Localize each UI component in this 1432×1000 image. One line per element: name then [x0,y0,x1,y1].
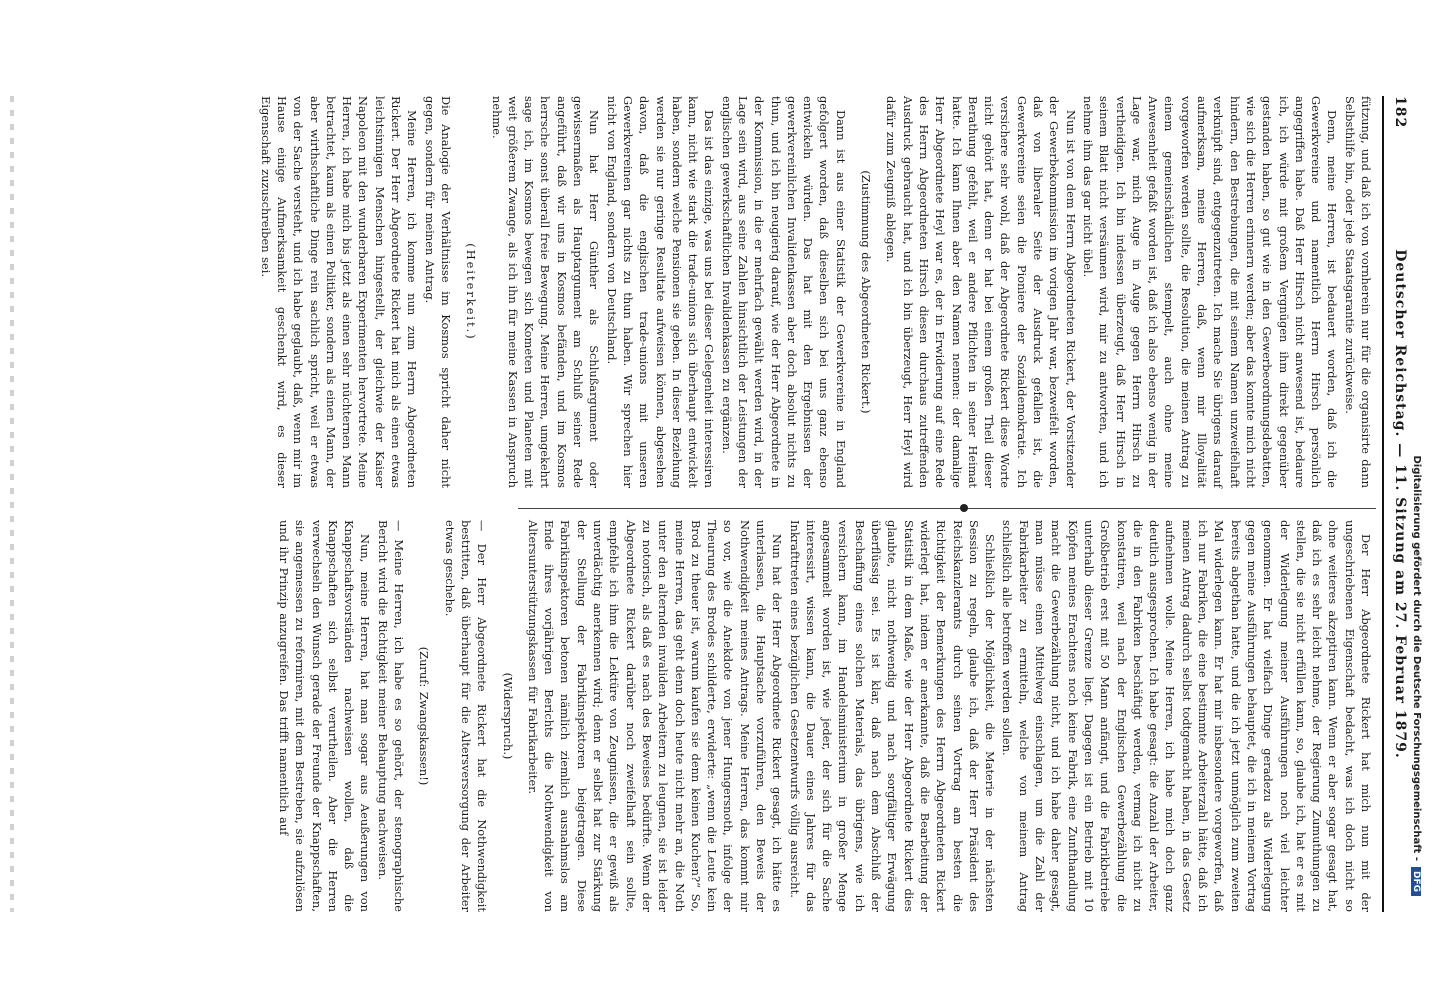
left-paragraphs-3 [257,96,454,488]
paragraph: Das ist das einzige, was uns bei dieser Gelegenheit interessiren kann, nicht wie stark die trade-unions sich überhaupt entwickelt haben, sondern welche Pensionen sie geben. In dieser Beziehung werden sie nur geringe Resultate aufweisen können, abgesehen davon, daß die englischen trade-unions mit unseren Gewerkvereinen gar nichts zu thun haben. Wir sprechen hier nicht von England, sondern von Deutschland. [604,96,717,488]
paragraph: Der Herr Abgeordnete Rickert hat mich nun mit der ungeschriebenen Eigenschaft bedacht, was ich doch nicht so ohne weiteres akzeptiren kann. Wenn er aber sogar gesagt hat, daß ich es sehr leicht nehme, der Regierung Zumuthungen zu stellen, die sie nicht erfüllen kann, so, glaube ich, hat er es mit der Widerlegung meiner Ausführungen noch viel leichter genommen. Er hat vielfach Dinge geradezu als Widerlegung gegen meine Ausführungen behauptet, die ich in meinem Vortrag bereits abgethan hatte, und die ich jetzt unmöglich zum zweiten Mal widerlegen kann. Er hat mir insbesondere vorgeworfen, daß ich nur Fabriken, die eine bestimmte Arbeiterzahl hätte, daß ich meinen Antrag dadurch selbst todtgemacht haben, in das Gesetz aufnehmen wolle. Meine Herren, ich habe mich doch ganz deutlich ausgesprochen. Ich habe gesagt: die Anzahl der Arbeiter, die in den Fabriken beschäftigt werden, vermag ich nicht zu konstatiren, weil nach der Englischen Gewerbezählung die Großbetrieb erst mit 50 Mann anfängt, und die Fabrikbetriebe unterhalb dieser Grenze liegt. Dagegen ist ein Betrieb mit 10 Köpfen meines Erachtens noch keine Fabrik, eine Zunfthandlung macht die Gewerbezählung nicht, und ich habe daher gesagt, man müsse einen Mittelweg einschlagen, um die Zahl der Fabrikarbeiter zu ermitteln, welche von meinem Antrag schließlich alle betroffen werden sollen. [1000,520,1373,912]
scan-artifact [10,96,14,912]
divider-ornament [960,504,968,512]
left-paragraphs-1 [883,96,1374,488]
interjection: (Heiterkeit.) [464,243,479,341]
paragraph: Nun hat der Herr Abgeordnete Rickert gesagt, ich hätte es unterlassen, die Hauptsache vorzuführen, den Beweis der Nothwendigkeit meines Antrags. Meine Herren, das kommt mir so vor, wie die Anekdote von jener Hungersnoth, infolge der Theurung des Brodes schilderte, erwiderte: „wenn die Leute kein Brod zu theuer ist, warum kaufen sie denn keinen Kuchen?“ So, meine Herren, das geht denn doch heute nicht mehr an, die Noth unter den alternden invaliden Arbeitern zu leugnen, sie ist leider zu notorisch, als daß es nach des Beweises bedürfte. Wenn der Abgeordnete Rickert darüber noch zweifelhaft sein sollte, empfehle ich ihm die Lektüre von Zeugnissen, die er gewiß als unverdächtig anerkennen wird; denn er selbst hat zur Stärkung der Stellung der Fabrikinspektoren beigetragen. Diese Fabrikinspektoren betonen nämlich ziemlich ausnahmslos am Ende ihres vorjährigen Berichts die Nothwendigkeit von Altersunterstützungskassen für Fabrikarbeiter. [525,520,785,912]
paragraph: Dann ist aus einer Statistik der Gewerkvereine in England gefolgert worden, daß dieselben sich bei uns ganz ebenso entwickeln würden. Das hat mit den Ergebnissen der gewerkvereinlichen Invalidenkassen aber doch absolut nichts zu thun, und ich bin neugierig darauf, wie der Herr Abgeordnete in der Kommission, in die er mehrfach gewählt werden wird, in der Lage sein wird, aus seine Zahlen hinsichtlich der Leistungen der englischen gewerkschaftlichen Invalidenkassen zu ergänzen. [719,96,848,488]
paragraph: — Meine Herren, ich habe es so gehört, der stenographische Bericht wird die Richtigkeit meiner Behauptung nachweisen. [375,520,407,912]
paragraph: Denn, meine Herren, ist bedauert worden, daß ich die Gewerkvereine und namentlich Herrn Hirsch persönlich angegriffen habe. Daß Herr Hirsch nicht anwesend ist, bedaure ich, ich würde mit großem Vergnügen ihm direkt gegenüber gestanden haben, so gut wie in den Gewerbeordnungsdebatten, wie sich die Herren erinnern werden; aber das konnte mich nicht hindern, den Bestrebungen, die mit seinem Namen unzweifelhaft verknüpft sind, entgegenzutreten. Ich mache Sie übrigens darauf aufmerksam, meine Herren, daß, wenn mir Illoyalität vorgeworfen werden sollte, die Resolution, die meinen Antrag zu einem gemeinschädlichen stempelt, auch ohne meine Anwesenheit gefaßt worden ist, daß ich also ebenso wenig in der Lage war, mich Auge in Auge gegen Herrn Hirsch zu vertheidigen. Ich bin indessen überzeugt, daß Herr Hirsch in seinem Blatt nicht versäumen wird, mir zu antworten, und ich nehme ihm das gar nicht übel. [1080,96,1340,488]
left-column [256,96,1374,488]
paragraph: Nun hat Herr Günther als Schlußargument oder gewissermaßen als Hauptargument am Schluß seiner Rede angeführt, daß wir uns in Kosmos befänden, und im Kosmos herrsche sonst überall freie Bewegung. Meine Herren, umgekehrt sage ich, im Kosmos bewegen sich Kometen und Planeten mit weit größerem Zwange, als ich ihn für meine Kassen in Anspruch nehme. [489,96,602,488]
page-number: 182 [1392,96,1408,129]
paragraph: Die Analogie der Verhältnisse im Kosmos spricht daher nicht gegen, sondern für meinen Antrag. [422,96,453,488]
header-rule [1382,96,1384,912]
right-paragraphs-3 [276,520,407,912]
interjection: (Widerspruch.) [500,672,515,760]
digitization-credit: Digitalisierung gefördert durch die Deutsche Forschungsgemeinschaft -DFG [1408,176,1422,896]
interjection: (Zuruf: Zwangskassen!) [417,646,432,786]
column-divider [518,508,1376,509]
paragraph: fützung, und daß ich von vornherein nur für die organisirte dann Selbsthilfe bin, oder jede Staatsgarantie zurückweise. [1342,96,1373,488]
paragraph: Nun ist von dem Herrn Abgeordneten Rickert, der Vorsitzender der Gewerbekommission im vorigen Jahr war, bezweifelt worden, daß von liberaler Seite der Ausdruck gefallen ist, die Gewerkvereine seien die Pioniere der Sozialdemokratie. Ich versichere sehr wohl, daß der Abgeordnete Rickert diese Worte nicht gehört hat, denn er hat bei einem großen Theil dieser Berathung gefehlt, weil er andere Pflichten in seiner Heimat hatte. Ich kann Ihnen aber den Namen nennen: der damalige Herr Abgeordnete Heyl war es, der in Erwiderung auf eine Rede des Herrn Abgeordneten Hirsch diesen durchaus zutreffenden Ausdruck gebraucht hat, und ich bin überzeugt, Herr Heyl wird dafür zum Zeugniß ablegen. [884,96,1078,488]
dfg-logo: DFG [1411,867,1421,896]
paragraph: — Der Herr Abgeordnete Rickert hat die Nothwendigkeit bestritten, daß überhaupt für die Altersversorgung der Arbeiter etwas geschehe. [442,520,490,912]
right-column [275,520,1374,912]
right-paragraphs-2 [441,520,490,912]
page-header [1390,96,1408,912]
running-head: Deutscher Reichstag. — 11. Sitzung am 27. Februar 1879. [1392,249,1408,759]
paragraph: Meine Herren, ich komme nun zum Herrn Abgeordneten Rickert. Der Herr Abgeordnete Rickert hat mich als einen etwas leichtsinnigen Menschen hingestellt, der gleichwie der Kaiser Napoleon mit den wunderbaren Experimenten hervortrete. Meine Herren, ich habe mich bis jetzt als einen sehr nüchternen Mann betrachtet, kaum als einen Politiker, sondern als einen Mann, der aber wirthschaftliche Dinge rein sachlich spricht, weil er etwas von der Sache versteht, und ich habe geglaubt, daß, wenn mir im Hause einige Aufmerksamkeit geschenkt wird, es dieser Eigenschaft zuzuschreiben sei. [258,96,420,488]
left-paragraphs-2 [488,96,849,488]
paragraph: Nun, meine Herren, hat man sogar aus Aeußerungen von Knappschaftsvorständen nachweisen wollen, daß die Knappschaften sich selbst verurtheilen. Aber die Herren verwechseln den Wunsch gerade der Freunde der Knappschaften, sie angemessen zu reformiren, mit dem Bestreben, sie aufzulösen und ihr Prinzip anzugreifen. Das trifft namentlich auf [277,520,373,912]
right-paragraphs-1 [525,520,1374,912]
paragraph: Schließlich der Möglichkeit, die Materie in der nächsten Session zu regeln, glaube ich, daß der Herr Präsident des Reichskanzleramts durch seinen Vortrag am besten die Richtigkeit der Bemerkungen des Herrn Abgeordneten Rickert widerlegt hat, indem er anerkannte, daß die Bearbeitung der Statistik in dem Maße, wie der Herr Abgeordnete Rickert dies glaubte, nicht nothwendig und nach sorgfältiger Erwägung überflüssig sei. Es ist klar, daß nach dem Abschluß der Beschaffung eines solchen Materials, das übrigens, wie ich versichern kann, im Handelsministerium in großer Menge angesammelt worden ist, wie jeder, der sich für die Sache interessirt, wissen kann, die Dauer eines Jahres für das Inkrafttreten eines bezüglichen Gesetzentwurfs völlig ausreicht. [787,520,998,912]
interjection: (Zustimmung des Abgeordneten Rickert.) [859,170,874,414]
